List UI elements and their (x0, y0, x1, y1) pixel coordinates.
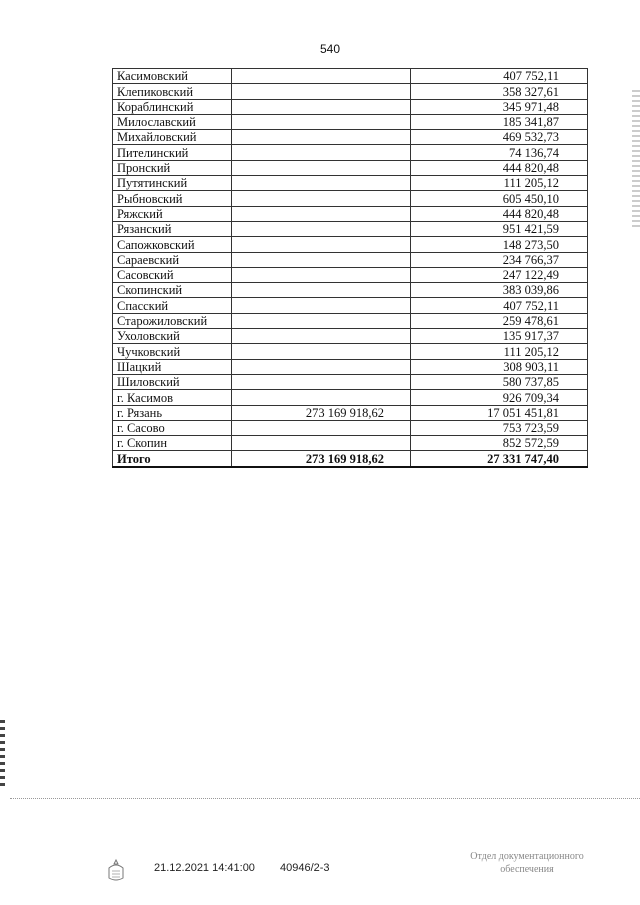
amount-col2-cell (232, 374, 411, 389)
district-name-cell: Спасский (113, 298, 232, 313)
amount-col2-cell (232, 390, 411, 405)
district-name-cell: г. Касимов (113, 390, 232, 405)
district-name-cell: Пронский (113, 160, 232, 175)
table-row (113, 298, 588, 313)
amount-col3-cell: 469 532,73 (411, 130, 588, 145)
amount-col3-cell: 17 051 451,81 (411, 405, 588, 420)
district-name-cell: Сапожковский (113, 237, 232, 252)
amount-col3-cell: 135 917,37 (411, 329, 588, 344)
table-row (113, 283, 588, 298)
amount-col3-cell: 358 327,61 (411, 84, 588, 99)
table-row (113, 206, 588, 221)
amount-col3-cell: 185 341,87 (411, 114, 588, 129)
district-name-cell: Милославский (113, 114, 232, 129)
table-body (113, 69, 588, 467)
table-row (113, 436, 588, 451)
district-name-cell: Сасовский (113, 267, 232, 282)
amount-col3-cell: 27 331 747,40 (411, 451, 588, 467)
table-row (113, 374, 588, 389)
amount-col3-cell: 926 709,34 (411, 390, 588, 405)
table-row (113, 114, 588, 129)
amount-col2-cell (232, 69, 411, 84)
scan-edge-marks (632, 90, 640, 230)
amount-col3-cell: 444 820,48 (411, 160, 588, 175)
amount-col2-cell (232, 298, 411, 313)
amount-col3-cell: 852 572,59 (411, 436, 588, 451)
stamp-line-2: обеспечения (500, 864, 554, 875)
amount-col3-cell: 580 737,85 (411, 374, 588, 389)
table-row (113, 221, 588, 236)
page-number: 540 (319, 42, 341, 56)
district-name-cell: Путятинский (113, 176, 232, 191)
amount-col2-cell (232, 283, 411, 298)
footer-doc-number: 40946/2-3 (280, 862, 330, 874)
amount-col2-cell (232, 176, 411, 191)
table-row (113, 176, 588, 191)
amount-col2-cell (232, 313, 411, 328)
amount-col3-cell: 605 450,10 (411, 191, 588, 206)
district-name-cell: г. Сасово (113, 420, 232, 435)
district-name-cell: Сараевский (113, 252, 232, 267)
amount-col3-cell: 407 752,11 (411, 298, 588, 313)
amount-col3-cell: 407 752,11 (411, 69, 588, 84)
budget-table (112, 68, 588, 468)
scan-dotted-line (10, 798, 640, 799)
amount-col2-cell (232, 99, 411, 114)
amount-col3-cell: 383 039,86 (411, 283, 588, 298)
district-name-cell: Шацкий (113, 359, 232, 374)
district-name-cell: Скопинский (113, 283, 232, 298)
table-row (113, 313, 588, 328)
amount-col3-cell: 951 421,59 (411, 221, 588, 236)
footer-datetime: 21.12.2021 14:41:00 (154, 862, 255, 874)
amount-col3-cell: 148 273,50 (411, 237, 588, 252)
table-row (113, 252, 588, 267)
table-row (113, 267, 588, 282)
amount-col3-cell: 247 122,49 (411, 267, 588, 282)
district-name-cell: Пителинский (113, 145, 232, 160)
table-row (113, 99, 588, 114)
amount-col2-cell (232, 145, 411, 160)
table-row (113, 84, 588, 99)
table-row (113, 420, 588, 435)
table-row (113, 237, 588, 252)
table-row (113, 390, 588, 405)
district-name-cell: Кораблинский (113, 99, 232, 114)
district-name-cell: Итого (113, 451, 232, 467)
district-name-cell: г. Рязань (113, 405, 232, 420)
amount-col3-cell: 259 478,61 (411, 313, 588, 328)
amount-col2-cell: 273 169 918,62 (232, 405, 411, 420)
amount-col2-cell (232, 267, 411, 282)
amount-col2-cell (232, 130, 411, 145)
amount-col3-cell: 345 971,48 (411, 99, 588, 114)
emblem-icon (104, 858, 128, 884)
district-name-cell: Рязанский (113, 221, 232, 236)
amount-col2-cell (232, 344, 411, 359)
amount-col3-cell: 74 136,74 (411, 145, 588, 160)
district-name-cell: Ухоловский (113, 329, 232, 344)
department-stamp (452, 850, 602, 876)
district-name-cell: Касимовский (113, 69, 232, 84)
table-row (113, 344, 588, 359)
amount-col3-cell: 111 205,12 (411, 176, 588, 191)
table-row (113, 191, 588, 206)
district-name-cell: Рыбновский (113, 191, 232, 206)
district-name-cell: Чучковский (113, 344, 232, 359)
scan-edge-marks-left (0, 720, 5, 790)
table-row (113, 405, 588, 420)
district-name-cell: Клепиковский (113, 84, 232, 99)
district-name-cell: г. Скопин (113, 436, 232, 451)
amount-col2-cell (232, 206, 411, 221)
amount-col3-cell: 234 766,37 (411, 252, 588, 267)
amount-col3-cell: 444 820,48 (411, 206, 588, 221)
district-name-cell: Шиловский (113, 374, 232, 389)
table-row (113, 69, 588, 84)
amount-col2-cell (232, 84, 411, 99)
amount-col2-cell (232, 114, 411, 129)
amount-col3-cell: 308 903,11 (411, 359, 588, 374)
table-row (113, 329, 588, 344)
table-row (113, 160, 588, 175)
amount-col2-cell (232, 436, 411, 451)
amount-col2-cell (232, 359, 411, 374)
amount-col2-cell: 273 169 918,62 (232, 451, 411, 467)
table-row (113, 145, 588, 160)
amount-col3-cell: 111 205,12 (411, 344, 588, 359)
amount-col2-cell (232, 329, 411, 344)
amount-col2-cell (232, 420, 411, 435)
table-row (113, 130, 588, 145)
stamp-line-1: Отдел документационного (470, 851, 584, 862)
amount-col2-cell (232, 237, 411, 252)
district-name-cell: Ряжский (113, 206, 232, 221)
table-row (113, 359, 588, 374)
total-row (113, 451, 588, 467)
amount-col2-cell (232, 191, 411, 206)
amount-col2-cell (232, 160, 411, 175)
district-name-cell: Михайловский (113, 130, 232, 145)
amount-col2-cell (232, 252, 411, 267)
district-name-cell: Старожиловский (113, 313, 232, 328)
amount-col3-cell: 753 723,59 (411, 420, 588, 435)
amount-col2-cell (232, 221, 411, 236)
